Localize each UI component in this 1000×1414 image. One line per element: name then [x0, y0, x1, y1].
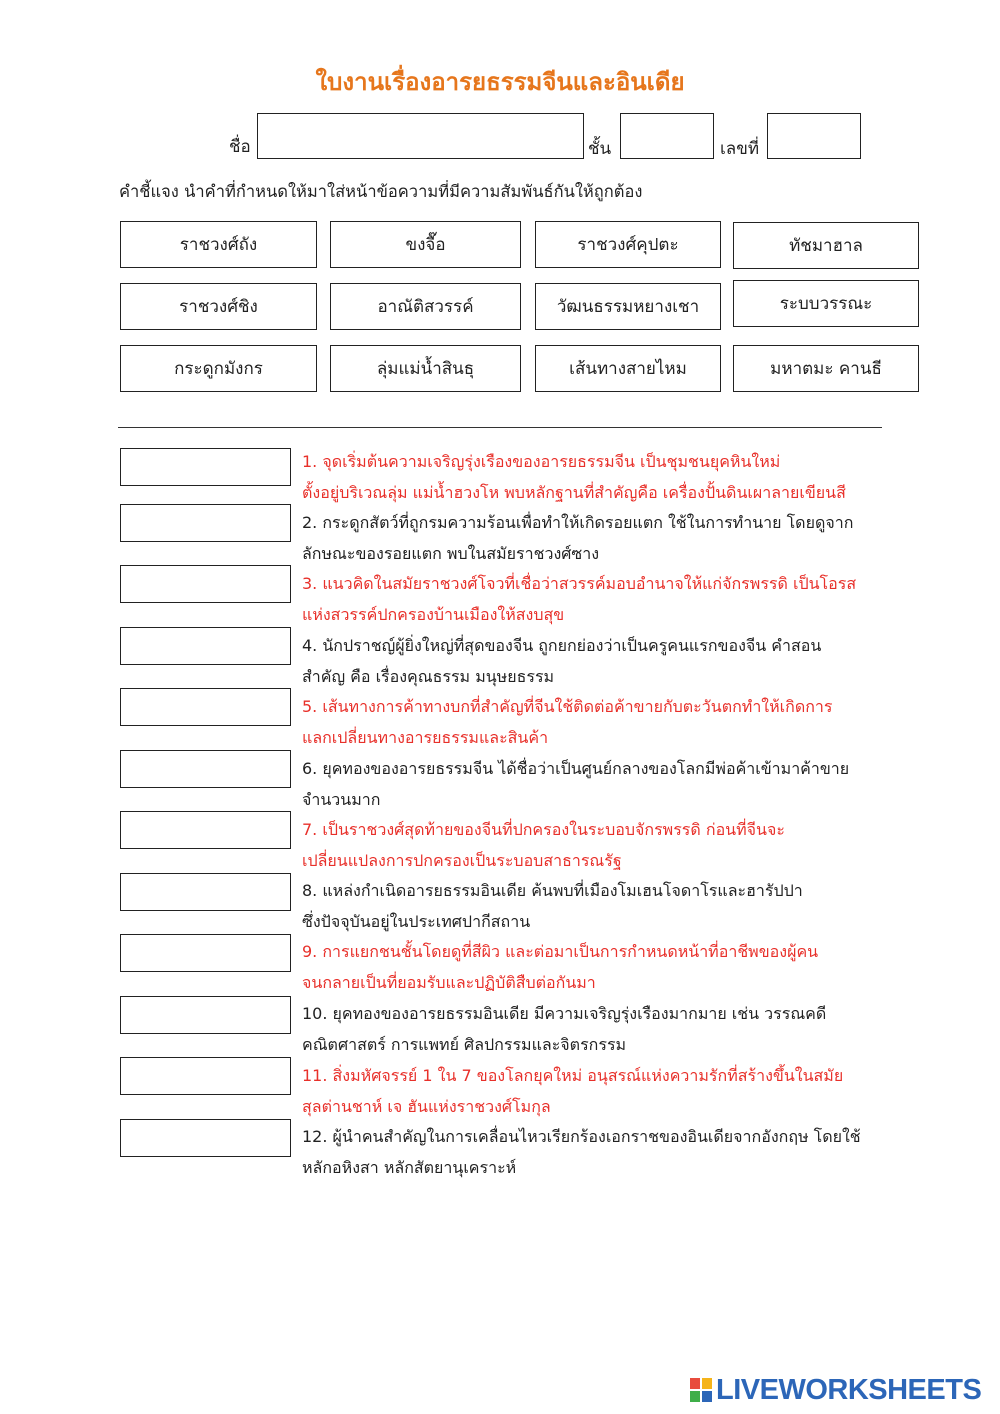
answer-box-1[interactable]	[120, 448, 291, 486]
question-line: จนกลายเป็นที่ยอมรับและปฏิบัติสืบต่อกันมา	[302, 973, 596, 992]
word-bank-item[interactable]: เส้นทางสายไหม	[535, 345, 721, 392]
question-line: 2. กระดูกสัตว์ที่ถูกรมความร้อนเพื่อทำให้เกิดรอยแตก ใช้ในการทำนาย โดยดูจาก	[302, 513, 854, 532]
number-label: เลขที่	[720, 139, 760, 159]
question-line: 9. การแยกชนชั้นโดยดูที่สีผิว และต่อมาเป็นการกำหนดหน้าที่อาชีพของผู้คน	[302, 942, 819, 961]
question-1	[302, 446, 872, 508]
question-12	[302, 1121, 872, 1183]
number-input[interactable]	[767, 113, 861, 159]
question-line: 12. ผู้นำคนสำคัญในการเคลื่อนไหวเรียกร้องเอกราชของอินเดียจากอังกฤษ โดยใช้	[302, 1127, 861, 1146]
answer-box-11[interactable]	[120, 1057, 291, 1095]
question-line: 7. เป็นราชวงศ์สุดท้ายของจีนที่ปกครองในระบอบจักรพรรดิ ก่อนที่จีนจะ	[302, 820, 785, 839]
question-line: 1. จุดเริ่มต้นความเจริญรุ่งเรืองของอารยธรรมจีน เป็นชุมชนยุคหินใหม่	[302, 452, 781, 471]
word-bank-item[interactable]: ราชวงศ์ถัง	[120, 221, 317, 268]
brand-text: LIVEWORKSHEETS	[716, 1373, 982, 1406]
word-bank-item[interactable]: วัฒนธรรมหยางเชา	[535, 283, 721, 330]
live-logo-icon	[690, 1378, 712, 1402]
question-line: 3. แนวคิดในสมัยราชวงศ์โจวที่เชื่อว่าสวรรค์มอบอำนาจให้แก่จักรพรรดิ เป็นโอรส	[302, 574, 857, 593]
question-line: ซึ่งปัจจุบันอยู่ในประเทศปากีสถาน	[302, 912, 531, 931]
question-line: 4. นักปราชญ์ผู้ยิ่งใหญ่ที่สุดของจีน ถูกยกย่องว่าเป็นครูคนแรกของจีน คำสอน	[302, 636, 822, 655]
question-line: สุลต่านชาห์ เจ ฮันแห่งราชวงศ์โมกุล	[302, 1097, 551, 1116]
question-line: 11. สิ่งมหัศจรรย์ 1 ใน 7 ของโลกยุคใหม่ อนุสรณ์แห่งความรักที่สร้างขึ้นในสมัย	[302, 1066, 844, 1085]
liveworksheets-logo	[690, 1374, 981, 1406]
instruction-text: คำชี้แจง นำคำที่กำหนดให้มาใส่หน้าข้อความที่มีความสัมพันธ์กันให้ถูกต้อง	[119, 182, 643, 201]
word-bank-item[interactable]: ขงจื๊อ	[330, 221, 521, 268]
question-line: คณิตศาสตร์ การแพทย์ ศิลปกรรมและจิตรกรรม	[302, 1035, 627, 1054]
answer-box-5[interactable]	[120, 688, 291, 726]
answer-box-6[interactable]	[120, 750, 291, 788]
word-bank-item[interactable]: กระดูกมังกร	[120, 345, 317, 392]
question-line: 8. แหล่งกำเนิดอารยธรรมอินเดีย ค้นพบที่เมืองโมเฮนโจดาโรและฮารัปปา	[302, 881, 803, 900]
answer-box-2[interactable]	[120, 504, 291, 542]
question-6	[302, 753, 872, 815]
answer-box-4[interactable]	[120, 627, 291, 665]
word-bank-item[interactable]: มหาตมะ คานธี	[733, 345, 919, 392]
word-bank-item[interactable]: ระบบวรรณะ	[733, 280, 919, 327]
question-11	[302, 1060, 872, 1122]
class-input[interactable]	[620, 113, 714, 159]
question-line: 10. ยุคทองของอารยธรรมอินเดีย มีความเจริญรุ่งเรืองมากมาย เช่น วรรณคดี	[302, 1004, 827, 1023]
question-10	[302, 998, 872, 1060]
answer-box-12[interactable]	[120, 1119, 291, 1157]
question-3	[302, 568, 872, 630]
question-7	[302, 814, 872, 876]
question-line: จำนวนมาก	[302, 790, 381, 809]
worksheet-title: ใบงานเรื่องอารยธรรมจีนและอินเดีย	[315, 68, 685, 96]
word-bank-item[interactable]: อาณัติสวรรค์	[330, 283, 521, 330]
word-bank-item[interactable]: ทัชมาฮาล	[733, 222, 919, 269]
question-2	[302, 507, 872, 569]
word-bank-item[interactable]: ราชวงศ์คุปตะ	[535, 221, 721, 268]
question-line: 6. ยุคทองของอารยธรรมจีน ได้ชื่อว่าเป็นศูนย์กลางของโลกมีพ่อค้าเข้ามาค้าขาย	[302, 759, 850, 778]
answer-box-9[interactable]	[120, 934, 291, 972]
question-line: เปลี่ยนแปลงการปกครองเป็นระบอบสาธารณรัฐ	[302, 851, 622, 870]
name-label: ชื่อ	[229, 137, 251, 157]
answer-box-10[interactable]	[120, 996, 291, 1034]
question-5	[302, 691, 872, 753]
question-4	[302, 630, 872, 692]
question-line: 5. เส้นทางการค้าทางบกที่สำคัญที่จีนใช้ติดต่อค้าขายกับตะวันตกทำให้เกิดการ	[302, 697, 833, 716]
question-line: แห่งสวรรค์ปกครองบ้านเมืองให้สงบสุข	[302, 605, 565, 624]
name-input[interactable]	[257, 113, 584, 159]
answer-box-7[interactable]	[120, 811, 291, 849]
question-line: แลกเปลี่ยนทางอารยธรรมและสินค้า	[302, 728, 549, 747]
question-line: หลักอหิงสา หลักสัตยานุเคราะห์	[302, 1158, 517, 1177]
question-line: ตั้งอยู่บริเวณลุ่ม แม่น้ำฮวงโห พบหลักฐานที่สำคัญคือ เครื่องปั้นดินเผาลายเขียนสี	[302, 483, 846, 502]
answer-box-3[interactable]	[120, 565, 291, 603]
word-bank-item[interactable]: ลุ่มแม่น้ำสินธุ	[330, 345, 521, 392]
section-divider	[118, 427, 882, 428]
word-bank-item[interactable]: ราชวงศ์ชิง	[120, 283, 317, 330]
answer-box-8[interactable]	[120, 873, 291, 911]
class-label: ชั้น	[588, 139, 612, 159]
question-8	[302, 875, 872, 937]
question-line: สำคัญ คือ เรื่องคุณธรรม มนุษยธรรม	[302, 667, 555, 686]
question-line: ลักษณะของรอยแตก พบในสมัยราชวงศ์ซาง	[302, 544, 600, 563]
question-9	[302, 936, 872, 998]
